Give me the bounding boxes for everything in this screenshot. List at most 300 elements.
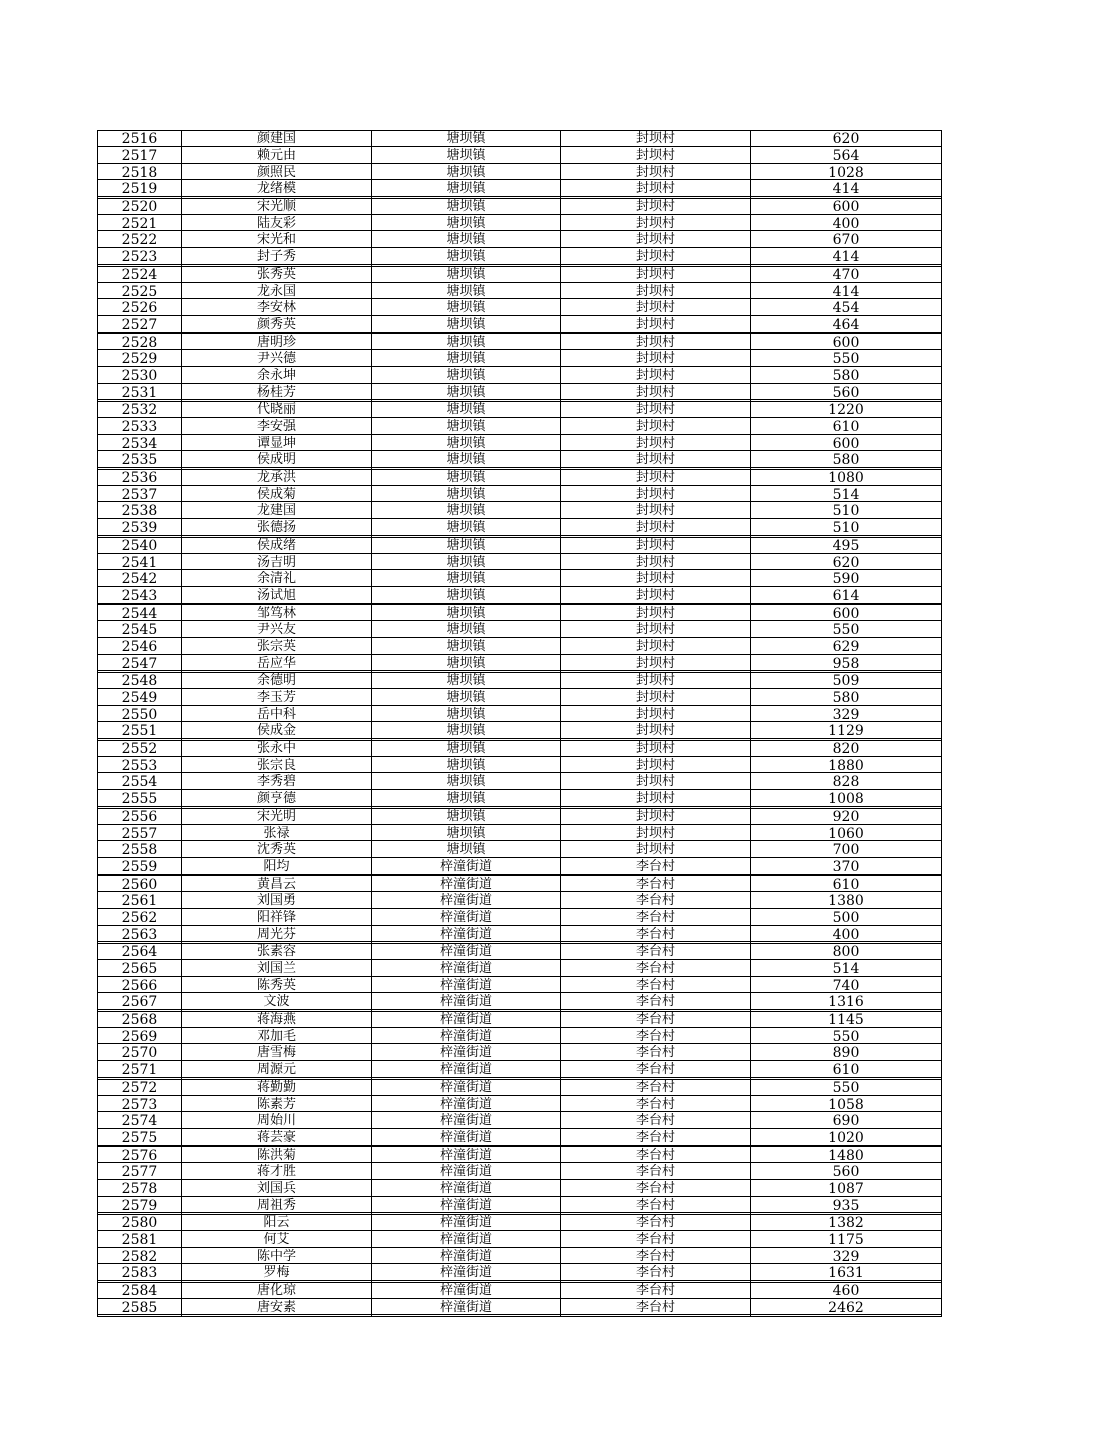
row-number-cell: 2547 [98, 655, 182, 672]
row-number-cell: 2556 [98, 808, 182, 825]
amount-cell: 1060 [751, 825, 942, 842]
village-cell: 李台村 [561, 994, 751, 1011]
name-cell: 邹笃林 [182, 605, 372, 622]
village-cell: 封坝村 [561, 774, 751, 791]
amount-cell: 329 [751, 1248, 942, 1265]
town-cell: 塘坝镇 [372, 554, 561, 571]
name-cell: 岳应华 [182, 655, 372, 672]
name-cell: 封子秀 [182, 249, 372, 266]
row-number-cell: 2573 [98, 1096, 182, 1113]
amount-cell: 740 [751, 977, 942, 994]
village-cell: 李台村 [561, 1248, 751, 1265]
village-cell: 李台村 [561, 910, 751, 927]
town-cell: 塘坝镇 [372, 469, 561, 486]
table-row [98, 1181, 942, 1198]
table-row [98, 757, 942, 774]
amount-cell: 614 [751, 588, 942, 605]
table-row [98, 1215, 942, 1232]
row-number-cell: 2567 [98, 994, 182, 1011]
amount-cell: 454 [751, 300, 942, 317]
town-cell: 塘坝镇 [372, 520, 561, 537]
row-number-cell: 2584 [98, 1282, 182, 1299]
village-cell: 李台村 [561, 1282, 751, 1299]
name-cell: 黄昌云 [182, 876, 372, 893]
table-row [98, 384, 942, 401]
town-cell: 塘坝镇 [372, 757, 561, 774]
name-cell: 周光芬 [182, 926, 372, 943]
amount-cell: 1020 [751, 1130, 942, 1147]
amount-cell: 550 [751, 1079, 942, 1096]
table-row [98, 232, 942, 249]
amount-cell: 1087 [751, 1181, 942, 1198]
name-cell: 周源元 [182, 1062, 372, 1079]
table-row [98, 774, 942, 791]
village-cell: 封坝村 [561, 537, 751, 554]
village-cell: 李台村 [561, 893, 751, 910]
amount-cell: 1058 [751, 1096, 942, 1113]
village-cell: 李台村 [561, 1011, 751, 1028]
row-number-cell: 2555 [98, 791, 182, 808]
town-cell: 塘坝镇 [372, 655, 561, 672]
village-cell: 李台村 [561, 1045, 751, 1062]
village-cell: 封坝村 [561, 520, 751, 537]
village-cell: 李台村 [561, 1147, 751, 1164]
town-cell: 梓潼街道 [372, 961, 561, 978]
amount-cell: 828 [751, 774, 942, 791]
village-cell: 封坝村 [561, 317, 751, 334]
village-cell: 封坝村 [561, 825, 751, 842]
table-row [98, 181, 942, 198]
row-number-cell: 2543 [98, 588, 182, 605]
town-cell: 梓潼街道 [372, 1045, 561, 1062]
table-row [98, 164, 942, 181]
table-row [98, 317, 942, 334]
row-number-cell: 2578 [98, 1181, 182, 1198]
name-cell: 侯成明 [182, 452, 372, 469]
town-cell: 塘坝镇 [372, 774, 561, 791]
table-row [98, 1079, 942, 1096]
amount-cell: 1880 [751, 757, 942, 774]
village-cell: 封坝村 [561, 148, 751, 165]
town-cell: 塘坝镇 [372, 215, 561, 232]
name-cell: 张德扬 [182, 520, 372, 537]
name-cell: 刘国兵 [182, 1181, 372, 1198]
table-row [98, 605, 942, 622]
table-row [98, 893, 942, 910]
village-cell: 李台村 [561, 1215, 751, 1232]
amount-cell: 510 [751, 503, 942, 520]
amount-cell: 620 [751, 131, 942, 148]
town-cell: 塘坝镇 [372, 131, 561, 148]
row-number-cell: 2550 [98, 706, 182, 723]
amount-cell: 400 [751, 926, 942, 943]
amount-cell: 1631 [751, 1265, 942, 1282]
village-cell: 封坝村 [561, 181, 751, 198]
table-row [98, 1045, 942, 1062]
name-cell: 汤吉明 [182, 554, 372, 571]
village-cell: 李台村 [561, 1299, 751, 1316]
row-number-cell: 2520 [98, 198, 182, 215]
village-cell: 封坝村 [561, 266, 751, 283]
table-row [98, 198, 942, 215]
table-row [98, 1248, 942, 1265]
table-row [98, 1299, 942, 1316]
town-cell: 塘坝镇 [372, 486, 561, 503]
row-number-cell: 2585 [98, 1299, 182, 1316]
amount-cell: 514 [751, 961, 942, 978]
name-cell: 张禄 [182, 825, 372, 842]
town-cell: 塘坝镇 [372, 740, 561, 757]
name-cell: 尹兴友 [182, 622, 372, 639]
town-cell: 塘坝镇 [372, 622, 561, 639]
row-number-cell: 2539 [98, 520, 182, 537]
village-cell: 封坝村 [561, 690, 751, 707]
amount-cell: 1380 [751, 893, 942, 910]
row-number-cell: 2534 [98, 435, 182, 452]
town-cell: 梓潼街道 [372, 1181, 561, 1198]
table-row [98, 283, 942, 300]
town-cell: 塘坝镇 [372, 181, 561, 198]
amount-cell: 590 [751, 571, 942, 588]
amount-cell: 600 [751, 334, 942, 351]
row-number-cell: 2541 [98, 554, 182, 571]
town-cell: 梓潼街道 [372, 1248, 561, 1265]
row-number-cell: 2518 [98, 164, 182, 181]
name-cell: 龙承洪 [182, 469, 372, 486]
village-cell: 李台村 [561, 977, 751, 994]
village-cell: 封坝村 [561, 351, 751, 368]
name-cell: 陆友彩 [182, 215, 372, 232]
town-cell: 梓潼街道 [372, 1265, 561, 1282]
town-cell: 塘坝镇 [372, 419, 561, 436]
name-cell: 蒋芸豪 [182, 1130, 372, 1147]
town-cell: 塘坝镇 [372, 435, 561, 452]
town-cell: 梓潼街道 [372, 1164, 561, 1181]
row-number-cell: 2580 [98, 1215, 182, 1232]
table-row [98, 266, 942, 283]
table-row [98, 977, 942, 994]
table-row [98, 1113, 942, 1130]
table-row [98, 351, 942, 368]
village-cell: 封坝村 [561, 655, 751, 672]
row-number-cell: 2559 [98, 859, 182, 876]
table-row [98, 537, 942, 554]
name-cell: 蒋才胜 [182, 1164, 372, 1181]
village-cell: 封坝村 [561, 131, 751, 148]
town-cell: 塘坝镇 [372, 384, 561, 401]
amount-cell: 510 [751, 520, 942, 537]
town-cell: 塘坝镇 [372, 808, 561, 825]
village-cell: 李台村 [561, 859, 751, 876]
row-number-cell: 2553 [98, 757, 182, 774]
amount-cell: 400 [751, 215, 942, 232]
town-cell: 梓潼街道 [372, 876, 561, 893]
town-cell: 梓潼街道 [372, 1113, 561, 1130]
name-cell: 唐雪梅 [182, 1045, 372, 1062]
row-number-cell: 2557 [98, 825, 182, 842]
village-cell: 李台村 [561, 1113, 751, 1130]
name-cell: 沈秀英 [182, 842, 372, 859]
town-cell: 塘坝镇 [372, 571, 561, 588]
amount-cell: 1382 [751, 1215, 942, 1232]
town-cell: 塘坝镇 [372, 825, 561, 842]
name-cell: 宋光和 [182, 232, 372, 249]
town-cell: 梓潼街道 [372, 1282, 561, 1299]
town-cell: 梓潼街道 [372, 1130, 561, 1147]
town-cell: 梓潼街道 [372, 859, 561, 876]
row-number-cell: 2519 [98, 181, 182, 198]
table-row [98, 571, 942, 588]
town-cell: 梓潼街道 [372, 1147, 561, 1164]
row-number-cell: 2575 [98, 1130, 182, 1147]
amount-cell: 414 [751, 283, 942, 300]
row-number-cell: 2527 [98, 317, 182, 334]
row-number-cell: 2521 [98, 215, 182, 232]
village-cell: 封坝村 [561, 419, 751, 436]
amount-cell: 414 [751, 181, 942, 198]
table-row [98, 249, 942, 266]
amount-cell: 920 [751, 808, 942, 825]
town-cell: 塘坝镇 [372, 164, 561, 181]
town-cell: 塘坝镇 [372, 537, 561, 554]
table-row [98, 1164, 942, 1181]
name-cell: 宋光顺 [182, 198, 372, 215]
table-row [98, 994, 942, 1011]
row-number-cell: 2525 [98, 283, 182, 300]
name-cell: 陈中学 [182, 1248, 372, 1265]
village-cell: 李台村 [561, 1028, 751, 1045]
row-number-cell: 2562 [98, 910, 182, 927]
town-cell: 塘坝镇 [372, 249, 561, 266]
name-cell: 李安林 [182, 300, 372, 317]
village-cell: 封坝村 [561, 622, 751, 639]
row-number-cell: 2529 [98, 351, 182, 368]
table-row [98, 520, 942, 537]
row-number-cell: 2572 [98, 1079, 182, 1096]
table-row [98, 1062, 942, 1079]
town-cell: 塘坝镇 [372, 368, 561, 385]
row-number-cell: 2538 [98, 503, 182, 520]
row-number-cell: 2583 [98, 1265, 182, 1282]
name-cell: 张永中 [182, 740, 372, 757]
town-cell: 塘坝镇 [372, 639, 561, 656]
name-cell: 李秀碧 [182, 774, 372, 791]
row-number-cell: 2566 [98, 977, 182, 994]
name-cell: 龙建国 [182, 503, 372, 520]
table-row [98, 1096, 942, 1113]
table-row [98, 961, 942, 978]
amount-cell: 460 [751, 1282, 942, 1299]
name-cell: 颜建国 [182, 131, 372, 148]
amount-cell: 1480 [751, 1147, 942, 1164]
name-cell: 代晓丽 [182, 402, 372, 419]
row-number-cell: 2549 [98, 690, 182, 707]
table-row [98, 1197, 942, 1214]
name-cell: 赖元由 [182, 148, 372, 165]
town-cell: 塘坝镇 [372, 283, 561, 300]
row-number-cell: 2582 [98, 1248, 182, 1265]
amount-cell: 670 [751, 232, 942, 249]
row-number-cell: 2523 [98, 249, 182, 266]
village-cell: 李台村 [561, 926, 751, 943]
row-number-cell: 2551 [98, 723, 182, 740]
table-row [98, 1232, 942, 1249]
name-cell: 李玉芳 [182, 690, 372, 707]
town-cell: 梓潼街道 [372, 944, 561, 961]
table-row [98, 1028, 942, 1045]
name-cell: 宋光明 [182, 808, 372, 825]
table-row [98, 469, 942, 486]
village-cell: 封坝村 [561, 452, 751, 469]
town-cell: 塘坝镇 [372, 690, 561, 707]
town-cell: 塘坝镇 [372, 317, 561, 334]
name-cell: 谭显坤 [182, 435, 372, 452]
amount-cell: 370 [751, 859, 942, 876]
row-number-cell: 2537 [98, 486, 182, 503]
village-cell: 封坝村 [561, 198, 751, 215]
name-cell: 颜亨德 [182, 791, 372, 808]
village-cell: 封坝村 [561, 673, 751, 690]
town-cell: 梓潼街道 [372, 1079, 561, 1096]
town-cell: 塘坝镇 [372, 266, 561, 283]
amount-cell: 1028 [751, 164, 942, 181]
amount-cell: 550 [751, 1028, 942, 1045]
amount-cell: 414 [751, 249, 942, 266]
amount-cell: 1145 [751, 1011, 942, 1028]
village-cell: 李台村 [561, 1197, 751, 1214]
town-cell: 塘坝镇 [372, 588, 561, 605]
table-row [98, 131, 942, 148]
row-number-cell: 2581 [98, 1232, 182, 1249]
amount-cell: 890 [751, 1045, 942, 1062]
amount-cell: 620 [751, 554, 942, 571]
town-cell: 梓潼街道 [372, 1062, 561, 1079]
name-cell: 刘国勇 [182, 893, 372, 910]
name-cell: 李安强 [182, 419, 372, 436]
row-number-cell: 2563 [98, 926, 182, 943]
amount-cell: 820 [751, 740, 942, 757]
town-cell: 塘坝镇 [372, 791, 561, 808]
name-cell: 张秀英 [182, 266, 372, 283]
village-cell: 封坝村 [561, 842, 751, 859]
row-number-cell: 2564 [98, 944, 182, 961]
row-number-cell: 2516 [98, 131, 182, 148]
town-cell: 塘坝镇 [372, 232, 561, 249]
table-row [98, 876, 942, 893]
table-row [98, 148, 942, 165]
row-number-cell: 2522 [98, 232, 182, 249]
row-number-cell: 2531 [98, 384, 182, 401]
town-cell: 塘坝镇 [372, 198, 561, 215]
town-cell: 塘坝镇 [372, 351, 561, 368]
amount-cell: 1129 [751, 723, 942, 740]
village-cell: 封坝村 [561, 605, 751, 622]
amount-cell: 629 [751, 639, 942, 656]
name-cell: 阳祥锋 [182, 910, 372, 927]
town-cell: 塘坝镇 [372, 706, 561, 723]
amount-cell: 564 [751, 148, 942, 165]
name-cell: 张素容 [182, 944, 372, 961]
village-cell: 封坝村 [561, 503, 751, 520]
village-cell: 李台村 [561, 1096, 751, 1113]
amount-cell: 560 [751, 1164, 942, 1181]
table-row [98, 368, 942, 385]
name-cell: 陈洪菊 [182, 1147, 372, 1164]
amount-cell: 600 [751, 605, 942, 622]
table-row [98, 503, 942, 520]
amount-cell: 1175 [751, 1232, 942, 1249]
village-cell: 封坝村 [561, 283, 751, 300]
name-cell: 余永坤 [182, 368, 372, 385]
amount-cell: 495 [751, 537, 942, 554]
table-row [98, 926, 942, 943]
amount-cell: 514 [751, 486, 942, 503]
village-cell: 封坝村 [561, 249, 751, 266]
row-number-cell: 2568 [98, 1011, 182, 1028]
amount-cell: 509 [751, 673, 942, 690]
village-cell: 李台村 [561, 1232, 751, 1249]
amount-cell: 2462 [751, 1299, 942, 1316]
amount-cell: 560 [751, 384, 942, 401]
table-row [98, 1147, 942, 1164]
town-cell: 塘坝镇 [372, 605, 561, 622]
name-cell: 龙绪模 [182, 181, 372, 198]
town-cell: 梓潼街道 [372, 893, 561, 910]
town-cell: 塘坝镇 [372, 503, 561, 520]
village-cell: 封坝村 [561, 639, 751, 656]
village-cell: 李台村 [561, 1062, 751, 1079]
village-cell: 封坝村 [561, 384, 751, 401]
row-number-cell: 2576 [98, 1147, 182, 1164]
amount-cell: 500 [751, 910, 942, 927]
row-number-cell: 2540 [98, 537, 182, 554]
town-cell: 梓潼街道 [372, 1197, 561, 1214]
amount-cell: 610 [751, 876, 942, 893]
table-row [98, 673, 942, 690]
row-number-cell: 2558 [98, 842, 182, 859]
town-cell: 梓潼街道 [372, 1232, 561, 1249]
village-cell: 李台村 [561, 1265, 751, 1282]
village-cell: 封坝村 [561, 232, 751, 249]
village-cell: 封坝村 [561, 740, 751, 757]
table-row [98, 706, 942, 723]
row-number-cell: 2542 [98, 571, 182, 588]
table-row [98, 588, 942, 605]
village-cell: 封坝村 [561, 435, 751, 452]
name-cell: 汤试旭 [182, 588, 372, 605]
amount-cell: 1316 [751, 994, 942, 1011]
amount-cell: 610 [751, 419, 942, 436]
town-cell: 塘坝镇 [372, 402, 561, 419]
row-number-cell: 2533 [98, 419, 182, 436]
village-cell: 封坝村 [561, 588, 751, 605]
town-cell: 梓潼街道 [372, 926, 561, 943]
name-cell: 尹兴德 [182, 351, 372, 368]
table-row [98, 639, 942, 656]
name-cell: 何艾 [182, 1232, 372, 1249]
table-row [98, 334, 942, 351]
name-cell: 周始川 [182, 1113, 372, 1130]
table-body [98, 131, 942, 1317]
name-cell: 邓加毛 [182, 1028, 372, 1045]
table-row [98, 825, 942, 842]
village-cell: 封坝村 [561, 469, 751, 486]
name-cell: 侯成菊 [182, 486, 372, 503]
row-number-cell: 2571 [98, 1062, 182, 1079]
town-cell: 塘坝镇 [372, 452, 561, 469]
village-cell: 封坝村 [561, 723, 751, 740]
town-cell: 塘坝镇 [372, 673, 561, 690]
